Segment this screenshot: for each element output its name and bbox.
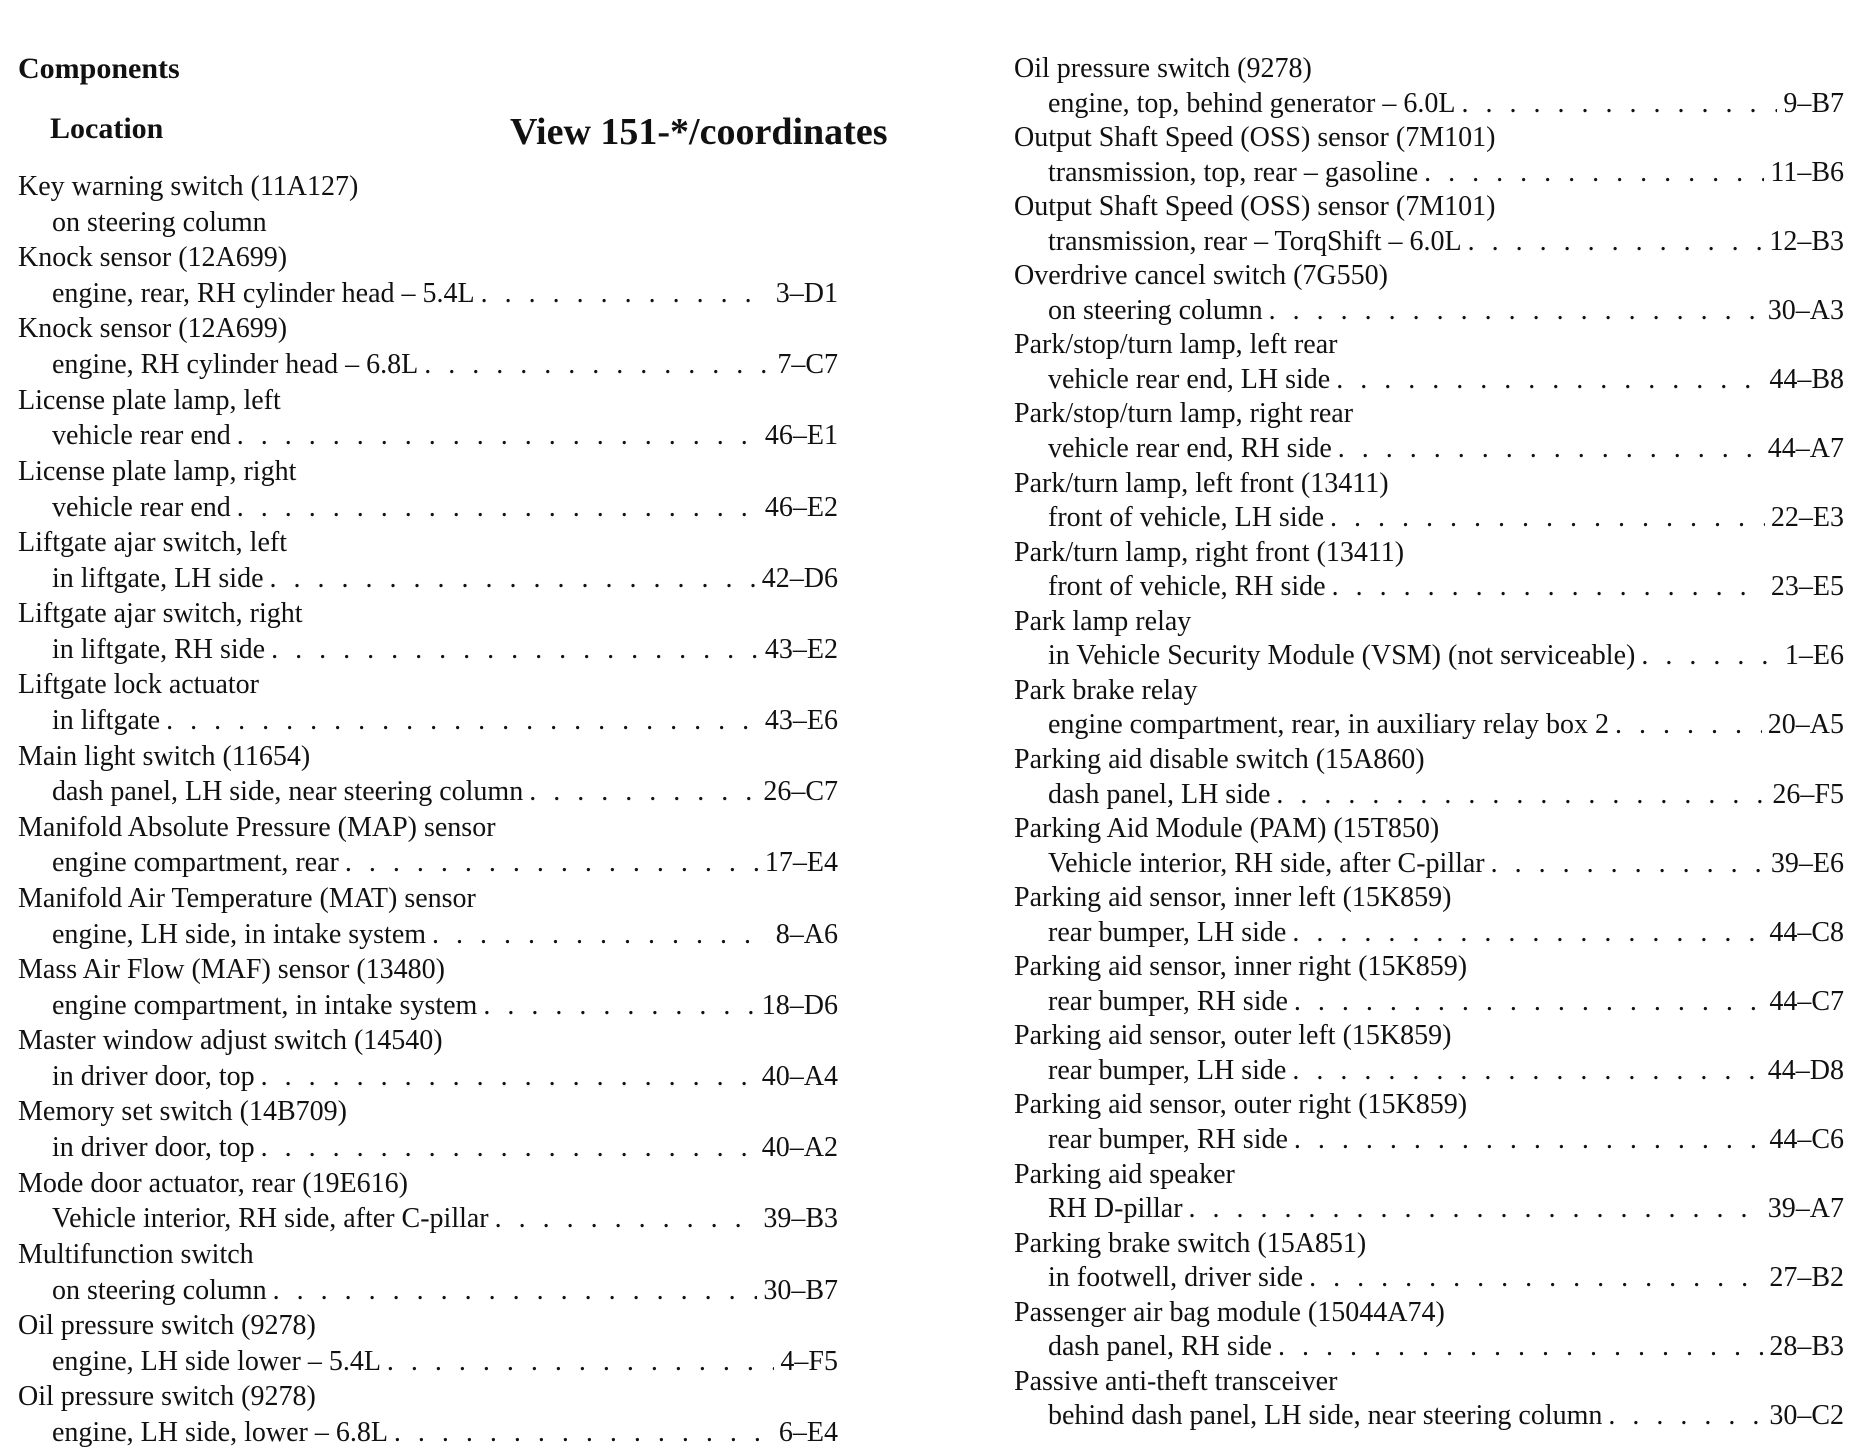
component-location: behind dash panel, LH side, near steering column (1048, 1400, 1603, 1432)
component-name: Park/turn lamp, right front (13411) (1014, 536, 1405, 568)
component-name: Manifold Air Temperature (MAT) sensor (18, 882, 476, 914)
component-entry (18, 953, 838, 1024)
dot-leader (237, 418, 759, 454)
component-location-row (1014, 363, 1844, 398)
component-name: Parking aid disable switch (15A860) (1014, 743, 1425, 775)
view-coordinate: 44–C6 (1769, 1124, 1844, 1155)
component-name: Park/stop/turn lamp, right rear (1014, 398, 1354, 430)
dot-leader (270, 561, 756, 597)
component-location-row (1014, 87, 1844, 122)
view-coordinate: 39–E6 (1770, 847, 1844, 879)
view-coordinate: 23–E5 (1770, 571, 1844, 603)
view-coordinate: 30–C2 (1769, 1400, 1844, 1432)
component-location: in liftgate, LH side (52, 562, 264, 594)
component-location-row (18, 490, 838, 526)
dot-leader (1294, 985, 1763, 1020)
component-location-row (18, 1415, 838, 1451)
component-name: Main light switch (11654) (18, 740, 311, 772)
view-coordinate: 46–E2 (764, 491, 838, 523)
view-coordinate: 1–E6 (1784, 640, 1844, 672)
view-coordinate: 26–F5 (1772, 778, 1844, 810)
view-coordinate: 22–E3 (1770, 502, 1844, 534)
component-name: Liftgate ajar switch, right (18, 598, 303, 630)
component-location: on steering column (52, 1274, 267, 1306)
component-entry (1014, 1088, 1844, 1157)
component-location: engine, LH side lower – 5.4L (52, 1345, 381, 1377)
component-location: vehicle rear end (52, 420, 231, 452)
component-location-row (1014, 1330, 1844, 1365)
component-name: Parking aid sensor, inner right (15K859) (1014, 951, 1468, 983)
component-entry (18, 241, 838, 312)
component-name: Liftgate ajar switch, left (18, 526, 287, 558)
component-name: Oil pressure switch (9278) (18, 1310, 316, 1341)
component-entry (18, 1380, 838, 1451)
component-name: License plate lamp, left (18, 384, 281, 416)
view-coordinate: 43–E2 (764, 633, 838, 665)
component-name: Oil pressure switch (9278) (1014, 53, 1312, 84)
component-name: Parking brake switch (15A851) (1014, 1227, 1367, 1259)
component-name: Park/turn lamp, left front (13411) (1014, 467, 1389, 499)
dot-leader (1189, 1192, 1762, 1227)
component-location: dash panel, LH side, near steering column (52, 776, 524, 808)
component-location: engine, LH side, lower – 6.8L (52, 1416, 388, 1448)
component-name: Master window adjust switch (14540) (18, 1025, 443, 1057)
component-name: Oil pressure switch (9278) (18, 1381, 316, 1413)
view-coordinate: 44–C7 (1769, 985, 1844, 1017)
component-location-row (1014, 570, 1844, 605)
view-coordinate: 4–F5 (780, 1345, 838, 1377)
component-location: in driver door, top (52, 1132, 255, 1164)
view-coordinate: 11–B6 (1770, 156, 1844, 188)
component-location: transmission, top, rear – gasoline (1048, 156, 1419, 188)
dot-leader (1332, 570, 1765, 605)
component-location-row (18, 1059, 838, 1095)
component-name: Multifunction switch (18, 1238, 254, 1270)
view-coordinate: 44–C8 (1769, 916, 1844, 948)
dot-leader (1292, 1054, 1761, 1089)
component-location-row (1014, 1123, 1844, 1158)
dot-leader (273, 1273, 758, 1309)
component-entry (1014, 1019, 1844, 1088)
view-coordinate: 44–A7 (1767, 433, 1844, 465)
component-location: in Vehicle Security Module (VSM) (not serviceable) (1048, 640, 1636, 672)
component-location: engine compartment, rear, in auxiliary relay box 2 (1048, 709, 1609, 741)
component-entry (18, 882, 838, 953)
dot-leader (261, 1130, 756, 1166)
component-entry (18, 1309, 838, 1380)
left-column (18, 170, 838, 1451)
component-location-row (1014, 294, 1844, 329)
dot-leader (529, 774, 757, 810)
component-location-row (1014, 1261, 1844, 1296)
view-coordinate: 28–B3 (1769, 1331, 1844, 1363)
component-entry (18, 526, 838, 597)
component-location: in liftgate, RH side (52, 633, 266, 665)
component-location: rear bumper, RH side (1048, 1124, 1288, 1155)
component-entry (1014, 743, 1844, 812)
component-name: Knock sensor (12A699) (18, 313, 288, 345)
component-location-row (1014, 708, 1844, 743)
view-coordinate: 42–D6 (761, 562, 838, 594)
component-location: Vehicle interior, RH side, after C-pillar (1048, 847, 1485, 879)
component-location: vehicle rear end, RH side (1048, 433, 1332, 465)
component-name: Parking Aid Module (PAM) (15T850) (1014, 813, 1440, 845)
component-entry (1014, 467, 1844, 536)
view-coordinate: 39–A7 (1767, 1193, 1844, 1225)
component-location: front of vehicle, LH side (1048, 502, 1325, 534)
component-entry (1014, 536, 1844, 605)
component-entry (18, 1095, 838, 1166)
component-name: License plate lamp, right (18, 455, 297, 487)
component-entry (1014, 812, 1844, 881)
view-coordinate: 9–B7 (1783, 87, 1844, 119)
component-location-row (1014, 778, 1844, 813)
component-name: Overdrive cancel switch (7G550) (1014, 260, 1388, 292)
location-column-header: Location (50, 112, 164, 145)
dot-leader (1330, 501, 1765, 536)
component-name: Mass Air Flow (MAF) sensor (13480) (18, 954, 445, 986)
dot-leader (166, 703, 759, 739)
component-location-row (18, 347, 838, 383)
component-location: engine, top, behind generator – 6.0L (1048, 87, 1456, 119)
component-location: engine, LH side, in intake system (52, 918, 427, 950)
dot-leader (1336, 363, 1763, 398)
section-heading: Components (18, 52, 180, 85)
dot-leader (271, 632, 759, 668)
view-coordinates-header: View 151-*/coordinates (510, 111, 888, 153)
dot-leader (1641, 639, 1779, 674)
component-location: rear bumper, LH side (1048, 916, 1287, 948)
component-location: on steering column (52, 206, 267, 238)
dot-leader (394, 1415, 773, 1451)
component-name: Key warning switch (11A127) (18, 171, 359, 202)
component-entry (1014, 881, 1844, 950)
component-name: Manifold Absolute Pressure (MAP) sensor (18, 811, 496, 843)
component-name: Liftgate lock actuator (18, 669, 259, 701)
view-coordinate: 44–D8 (1767, 1054, 1844, 1086)
dot-leader (345, 845, 759, 881)
view-coordinate: 39–B3 (763, 1203, 838, 1235)
component-name: Parking aid sensor, outer left (15K859) (1014, 1020, 1452, 1052)
component-location-row (18, 1130, 838, 1166)
component-location: transmission, rear – TorqShift – 6.0L (1048, 225, 1462, 257)
component-name: Parking aid speaker (1014, 1158, 1235, 1190)
component-entry (18, 668, 838, 739)
dot-leader (495, 1201, 758, 1237)
dot-leader (432, 917, 770, 953)
dot-leader (1292, 916, 1763, 951)
right-column (1014, 52, 1844, 1434)
component-location-row (18, 1201, 838, 1237)
component-entry (1014, 328, 1844, 397)
component-location-row (1014, 156, 1844, 191)
component-location: dash panel, LH side (1048, 778, 1271, 810)
dot-leader (1608, 1399, 1763, 1434)
component-entry (1014, 674, 1844, 743)
component-entry (18, 455, 838, 526)
component-location: vehicle rear end, LH side (1048, 363, 1331, 395)
dot-leader (1278, 1330, 1763, 1365)
component-location-row (1014, 1399, 1844, 1434)
component-location-row (18, 276, 838, 312)
view-coordinate: 30–A3 (1767, 294, 1844, 326)
component-name: Parking aid sensor, inner left (15K859) (1014, 882, 1452, 914)
component-location-row (18, 988, 838, 1024)
dot-leader (1309, 1261, 1763, 1296)
view-coordinate: 3–D1 (775, 277, 838, 309)
component-location: rear bumper, LH side (1048, 1054, 1287, 1086)
component-location-row (1014, 1054, 1844, 1089)
component-entry (18, 384, 838, 455)
component-location-row (18, 561, 838, 597)
component-name: Output Shaft Speed (OSS) sensor (7M101) (1014, 122, 1496, 154)
component-location-row (18, 845, 838, 881)
component-entry (18, 740, 838, 811)
component-location-row (1014, 847, 1844, 882)
component-entry (1014, 605, 1844, 674)
component-entry (1014, 1158, 1844, 1227)
view-coordinate: 30–B7 (763, 1274, 838, 1306)
component-name: Passive anti-theft transceiver (1014, 1365, 1338, 1397)
component-location: in liftgate (52, 705, 161, 737)
dot-leader (1269, 294, 1762, 329)
dot-leader (1491, 847, 1765, 882)
view-coordinate: 40–A2 (761, 1132, 838, 1164)
component-location: engine compartment, rear (52, 847, 339, 879)
dot-leader (424, 347, 771, 383)
component-location-row (18, 205, 838, 241)
component-location-row (18, 1344, 838, 1380)
component-location: dash panel, RH side (1048, 1331, 1272, 1363)
view-coordinate: 43–E6 (764, 705, 838, 737)
component-location: RH D-pillar (1048, 1193, 1183, 1225)
component-name: Park/stop/turn lamp, left rear (1014, 329, 1338, 361)
component-entry (1014, 397, 1844, 466)
component-entry (1014, 950, 1844, 1019)
view-coordinate: 12–B3 (1769, 225, 1844, 257)
component-name: Parking aid sensor, outer right (15K859) (1014, 1089, 1468, 1121)
component-location-row (18, 703, 838, 739)
dot-leader (483, 988, 755, 1024)
dot-leader (1276, 778, 1766, 813)
dot-leader (1468, 225, 1764, 260)
view-coordinate: 26–C7 (763, 776, 838, 808)
component-location-row (18, 1273, 838, 1309)
dot-leader (1338, 432, 1762, 467)
component-location-row (1014, 916, 1844, 951)
component-location: engine, RH cylinder head – 6.8L (52, 349, 419, 381)
component-entry (1014, 1296, 1844, 1365)
component-entry (1014, 1227, 1844, 1296)
component-name: Output Shaft Speed (OSS) sensor (7M101) (1014, 191, 1496, 223)
component-location: vehicle rear end (52, 491, 231, 523)
component-location: in driver door, top (52, 1061, 255, 1093)
component-entry (18, 1024, 838, 1095)
component-entry (18, 811, 838, 882)
component-location: rear bumper, RH side (1048, 985, 1288, 1017)
component-location-row (1014, 225, 1844, 260)
component-location-row (1014, 432, 1844, 467)
view-coordinate: 17–E4 (764, 847, 838, 879)
component-location-row (18, 917, 838, 953)
dot-leader (1615, 708, 1762, 743)
view-coordinate: 46–E1 (764, 420, 838, 452)
component-location-row (1014, 985, 1844, 1020)
dot-leader (1461, 87, 1777, 122)
component-location-row (1014, 1192, 1844, 1227)
component-location-row (18, 774, 838, 810)
component-name: Mode door actuator, rear (19E616) (18, 1167, 408, 1199)
dot-leader (261, 1059, 756, 1095)
component-location: in footwell, driver side (1048, 1262, 1304, 1294)
component-location: Vehicle interior, RH side, after C-pillar (52, 1203, 489, 1235)
component-location-row (18, 418, 838, 454)
component-entry (18, 312, 838, 383)
component-entry (1014, 1365, 1844, 1434)
component-entry (18, 1167, 838, 1238)
view-coordinate: 20–A5 (1767, 709, 1844, 741)
view-coordinate: 40–A4 (761, 1061, 838, 1093)
view-coordinate: 6–E4 (778, 1416, 838, 1448)
component-location-row (1014, 501, 1844, 536)
component-location: engine, rear, RH cylinder head – 5.4L (52, 277, 475, 309)
view-coordinate: 7–C7 (777, 349, 838, 381)
component-location: front of vehicle, RH side (1048, 571, 1326, 603)
component-entry (18, 1238, 838, 1309)
dot-leader (237, 490, 759, 526)
view-coordinate: 44–B8 (1769, 363, 1844, 395)
component-location-row (1014, 639, 1844, 674)
component-location: on steering column (1048, 294, 1263, 326)
view-coordinate: 18–D6 (761, 989, 838, 1021)
component-name: Knock sensor (12A699) (18, 242, 288, 274)
component-entry (18, 170, 838, 241)
component-entry (1014, 190, 1844, 259)
view-coordinate: 8–A6 (775, 918, 838, 950)
component-location: engine compartment, in intake system (52, 989, 478, 1021)
component-entry (1014, 259, 1844, 328)
component-entry (1014, 52, 1844, 121)
component-entry (1014, 121, 1844, 190)
dot-leader (1424, 156, 1764, 191)
component-entry (18, 597, 838, 668)
component-name: Memory set switch (14B709) (18, 1096, 347, 1128)
component-name: Park lamp relay (1014, 605, 1192, 637)
component-name: Park brake relay (1014, 674, 1198, 706)
dot-leader (387, 1344, 775, 1380)
component-name: Passenger air bag module (15044A74) (1014, 1296, 1445, 1328)
view-coordinate: 27–B2 (1769, 1262, 1844, 1294)
component-location-row (18, 632, 838, 668)
dot-leader (1294, 1123, 1763, 1158)
dot-leader (481, 276, 770, 312)
